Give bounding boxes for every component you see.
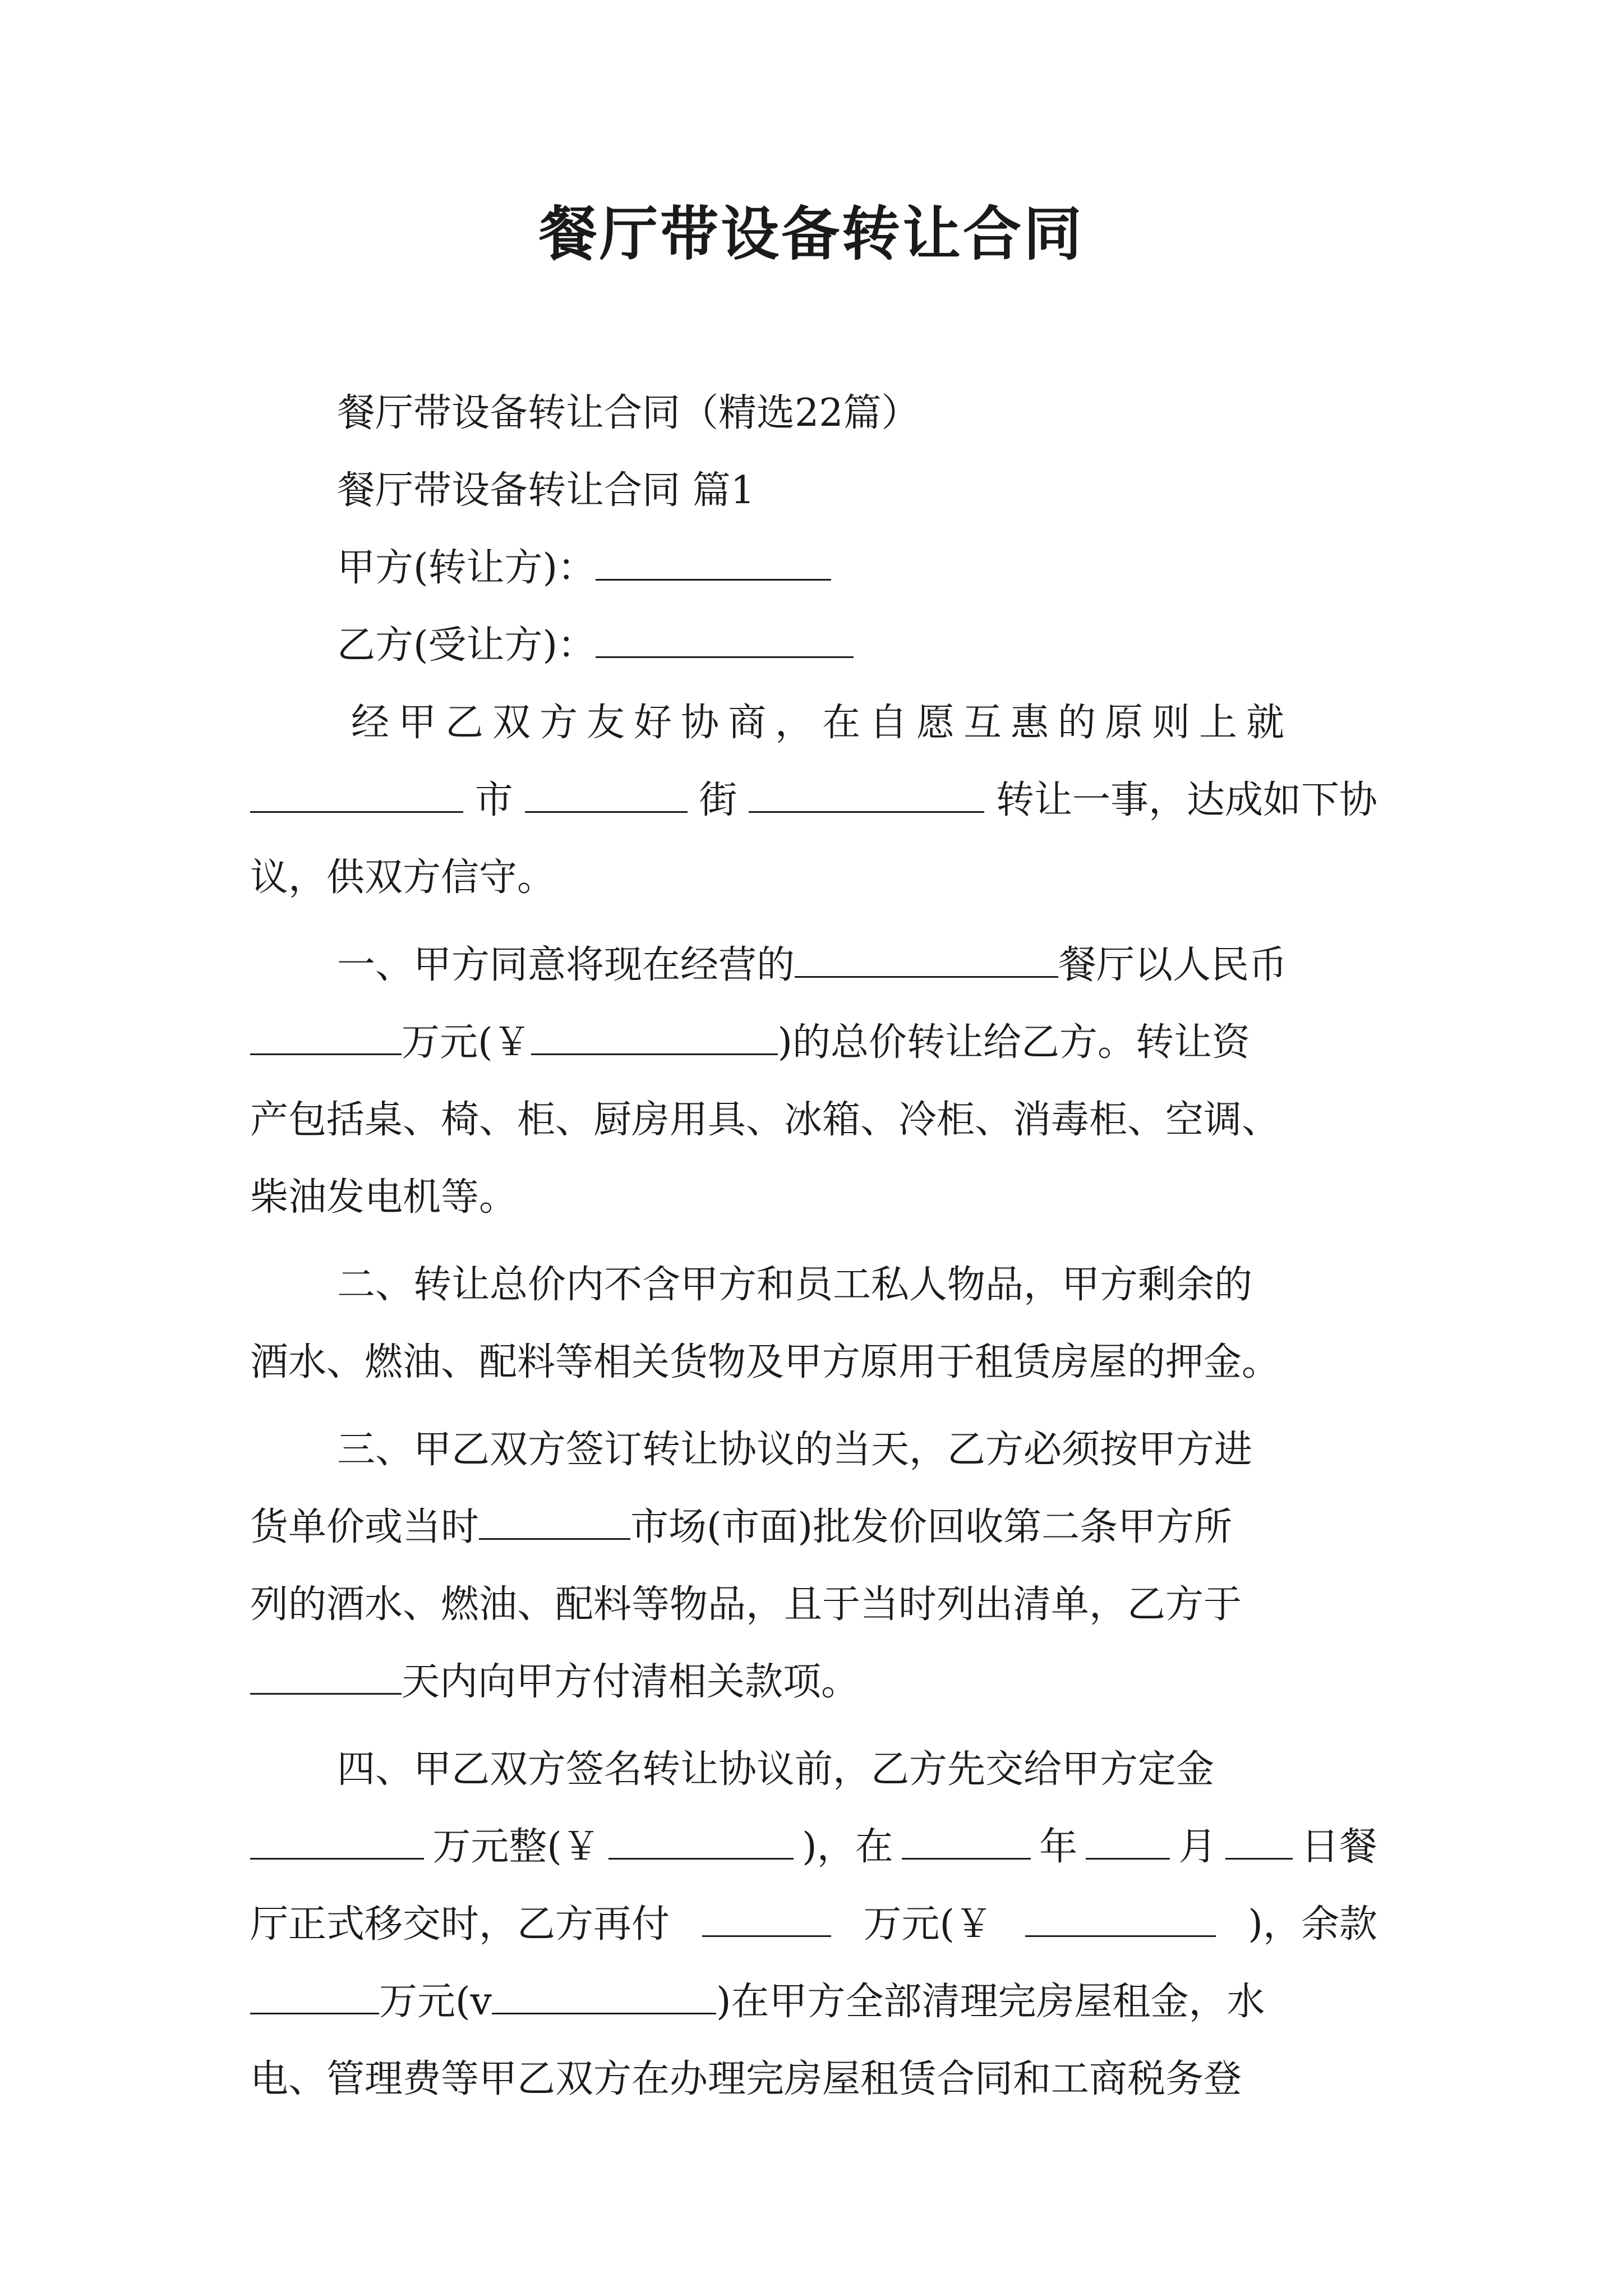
year-blank	[902, 1819, 1031, 1860]
balance-blank	[250, 1973, 379, 2014]
clause-3-text-2a: 货单价或当时	[250, 1505, 479, 1549]
clause-4-text-3b: 万元(￥	[863, 1902, 993, 1947]
party-b-label: 乙方(受让方)：	[337, 623, 596, 668]
intro-text-3: 议，供双方信守。	[250, 855, 556, 900]
intro-line-3	[250, 839, 1377, 917]
intro-line-2	[250, 762, 1377, 839]
document-title: 餐厅带设备转让合同	[538, 199, 1084, 268]
clause-4-text-4a: 万元(v	[379, 1980, 492, 2024]
clause-1-text-3: 产包括桌、椅、柜、厨房用具、冰箱、冷柜、消毒柜、空调、	[250, 1098, 1280, 1142]
clause-1-text-2a: 万元(￥	[402, 1020, 531, 1065]
intro-text-2c: 转让一事，达成如下协	[995, 778, 1377, 822]
intro-line-1	[250, 684, 1377, 762]
clause-3-text-3: 列的酒水、燃油、配料等物品，且于当时列出清单，乙方于	[250, 1582, 1242, 1627]
clause-1-text-4: 柴油发电机等。	[250, 1175, 518, 1220]
street-blank	[525, 772, 688, 813]
party-a-blank	[596, 540, 831, 581]
document-body	[250, 375, 1377, 2118]
clause-2-text-1: 二、转让总价内不含甲方和员工私人物品，甲方剩余的	[337, 1263, 1253, 1307]
market-blank	[479, 1499, 630, 1540]
clause-3-line-3	[250, 1566, 1377, 1644]
clause-4-text-3a: 厅正式移交时，乙方再付	[250, 1902, 670, 1947]
city-blank	[250, 772, 463, 813]
second-payment-amount-blank	[1025, 1896, 1216, 1937]
clause-4-text-1: 四、甲乙双方签名转让协议前，乙方先交给甲方定金	[337, 1747, 1215, 1792]
total-price-amount-blank	[531, 1014, 778, 1055]
clause-3-text-2b: 市场(市面)批发价回收第二条甲方所	[630, 1505, 1233, 1549]
party-b-line	[250, 607, 1377, 684]
intro-text-1: 经甲乙双方友好协商，在自愿互惠的原则上就	[351, 701, 1294, 745]
party-b-blank	[596, 617, 854, 658]
clause-2-line-2	[250, 1324, 1377, 1401]
deposit-blank	[250, 1819, 424, 1860]
clause-4-text-2a: 万元整(￥	[432, 1825, 600, 1869]
section-heading-line	[250, 452, 1377, 530]
clause-4-line-2	[250, 1809, 1377, 1886]
clause-4-line-1	[250, 1731, 1377, 1809]
days-blank	[250, 1654, 402, 1695]
restaurant-name-blank	[795, 937, 1058, 978]
clause-3-text-1: 三、甲乙双方签订转让协议的当天，乙方必须按甲方进	[337, 1428, 1253, 1472]
clause-3-line-4	[250, 1644, 1377, 1721]
balance-amount-blank	[492, 1973, 716, 2014]
clause-1-line-1	[250, 927, 1377, 1004]
subtitle-line	[250, 375, 1377, 452]
clause-3-line-1	[250, 1411, 1377, 1489]
day-blank	[1225, 1819, 1293, 1860]
clause-1-text-2b: )的总价转让给乙方。转让资	[777, 1020, 1251, 1065]
intro-text-2a: 市	[474, 778, 513, 822]
total-price-blank	[250, 1014, 402, 1055]
section-heading-text: 餐厅带设备转让合同 篇1	[337, 468, 755, 513]
deposit-amount-blank	[608, 1819, 794, 1860]
subtitle-text: 餐厅带设备转让合同（精选22篇）	[337, 391, 920, 435]
clause-4-text-2d: 月	[1178, 1825, 1217, 1869]
clause-3-text-4: 天内向甲方付清相关款项。	[402, 1660, 860, 1704]
clause-3-line-2	[250, 1489, 1377, 1566]
clause-1-text-1a: 一、甲方同意将现在经营的	[337, 943, 795, 987]
clause-4-line-3	[250, 1886, 1377, 1963]
second-payment-blank	[702, 1896, 831, 1937]
clause-4-text-2c: 年	[1039, 1825, 1078, 1869]
premises-blank	[749, 772, 984, 813]
clause-4-text-5: 电、管理费等甲乙双方在办理完房屋租赁合同和工商税务登	[250, 2057, 1242, 2101]
clause-4-line-4	[250, 1963, 1377, 2041]
clause-1-line-2	[250, 1004, 1377, 1082]
party-a-label: 甲方(转让方)：	[337, 546, 596, 590]
clause-2-text-2: 酒水、燃油、配料等相关货物及甲方原用于租赁房屋的押金。	[250, 1340, 1280, 1384]
intro-text-2b: 街	[699, 778, 737, 822]
clause-4-text-3c: )，余款	[1248, 1902, 1377, 1947]
clause-2-line-1	[250, 1246, 1377, 1324]
clause-4-line-5	[250, 2041, 1377, 2118]
clause-1-line-3	[250, 1082, 1377, 1159]
month-blank	[1086, 1819, 1170, 1860]
party-a-line	[250, 530, 1377, 607]
clause-1-text-1b: 餐厅以人民币	[1058, 943, 1288, 987]
clause-4-text-2b: )，在	[802, 1825, 893, 1869]
clause-4-text-2e: 日餐	[1301, 1825, 1377, 1869]
clause-1-line-4	[250, 1159, 1377, 1236]
clause-4-text-4b: )在甲方全部清理完房屋租金，水	[716, 1980, 1265, 2024]
